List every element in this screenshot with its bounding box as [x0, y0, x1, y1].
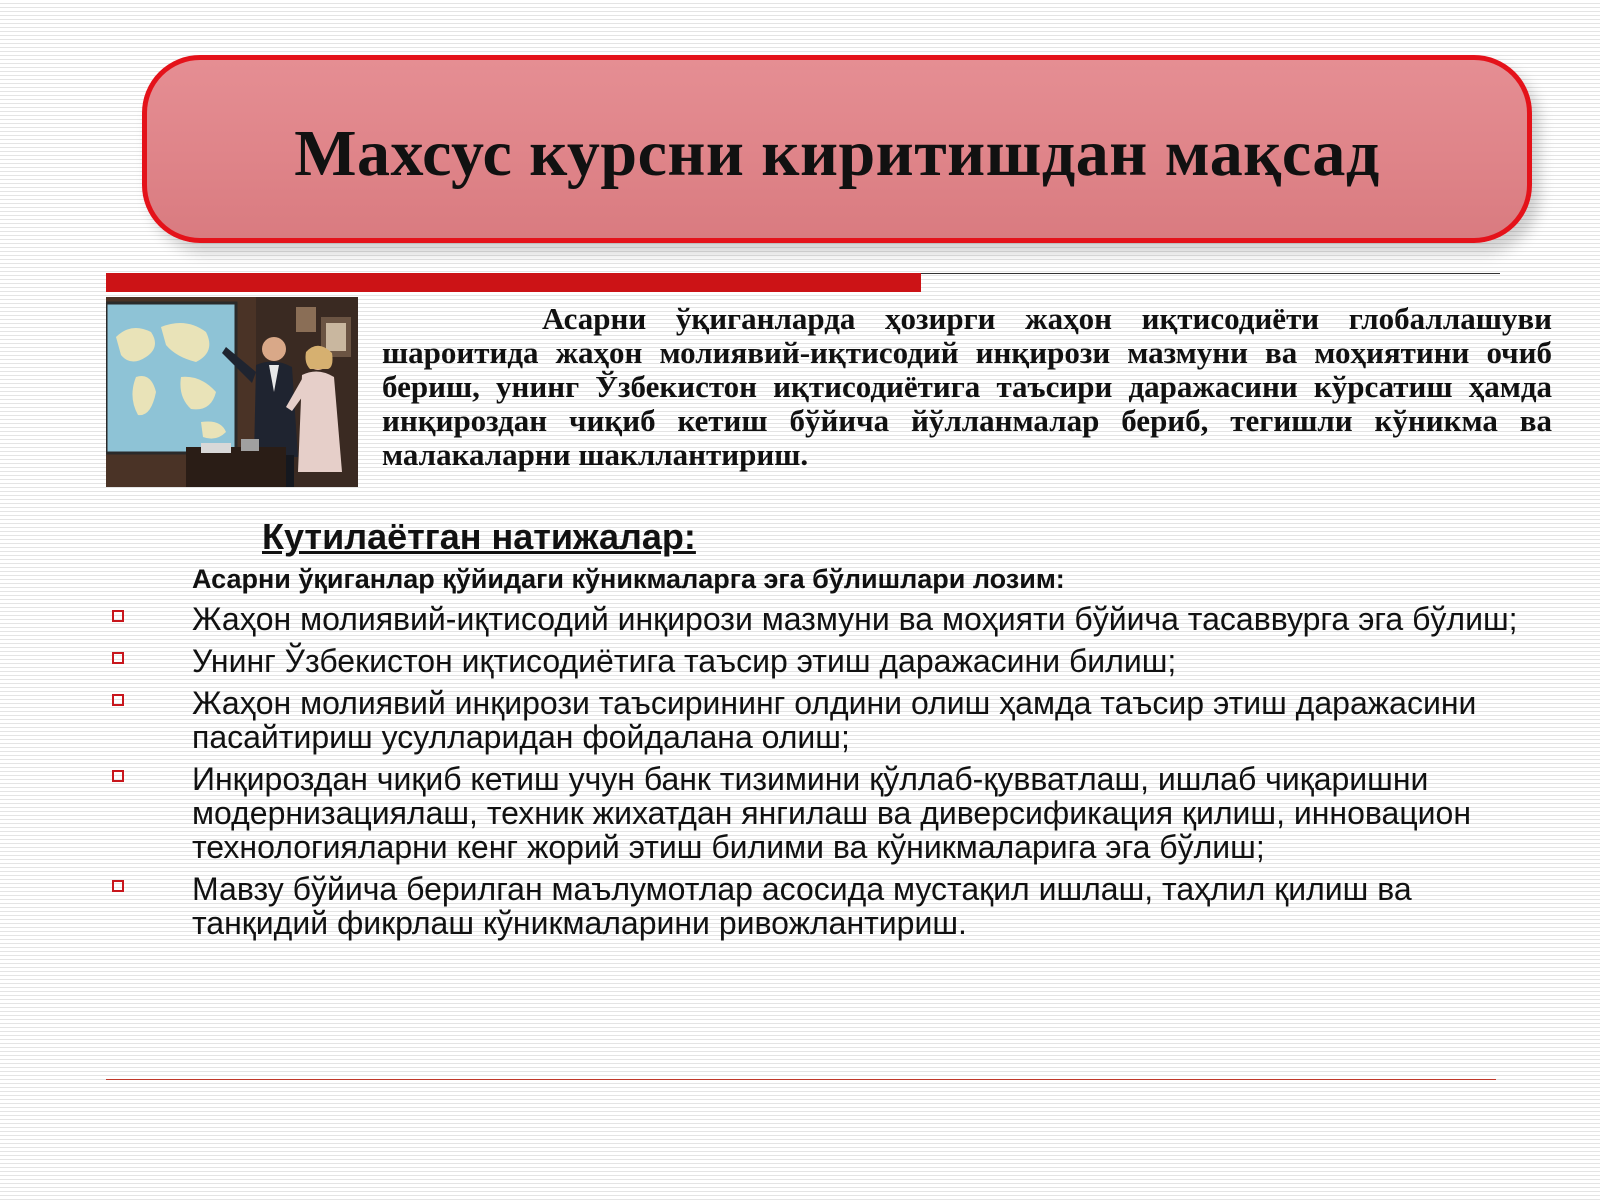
list-item-text: Унинг Ўзбекистон иқтисодиётига таъсир этиш даражасини билиш;	[192, 643, 1177, 679]
hollow-square-bullet-icon	[112, 880, 124, 892]
photo-people-at-world-map	[106, 297, 358, 487]
footer-rule	[106, 1079, 1496, 1080]
list-item	[106, 644, 1536, 678]
list-item	[106, 872, 1536, 940]
accent-bar	[106, 273, 921, 292]
expected-results-list	[106, 602, 1536, 948]
hollow-square-bullet-icon	[112, 610, 124, 622]
slide-title: Махсус курсни киритишдан мақсад	[294, 117, 1380, 190]
hollow-square-bullet-icon	[112, 770, 124, 782]
title-banner	[142, 55, 1532, 243]
purpose-paragraph: Асарни ўқиганларда ҳозирги жаҳон иқтисодиёти глобаллашуви шароитида жаҳон молиявий-иқтисодий инқирози мазмуни ва моҳиятини очиб бериш, унинг Ўзбекистон иқтисодиётига таъсири даражасини кўрсатиш ҳамда инқироздан чиқиб кетиш бўйича йўлланмалар бериб, тегишли кўникма ва малакаларни шакллантириш.	[382, 301, 1552, 472]
list-item-text: Жаҳон молиявий инқирози таъсирининг олдини олиш ҳамда таъсир этиш даражасини пасайтириш усулларидан фойдалана олиш;	[192, 685, 1477, 755]
list-item	[106, 762, 1536, 864]
header-rule	[921, 273, 1500, 274]
list-item	[106, 686, 1536, 754]
skills-lead-line: Асарни ўқиганлар қўйидаги кўникмаларга эга бўлишлари лозим:	[192, 564, 1065, 594]
hollow-square-bullet-icon	[112, 694, 124, 706]
hollow-square-bullet-icon	[112, 652, 124, 664]
list-item-text: Мавзу бўйича берилган маълумотлар асосида мустақил ишлаш, таҳлил қилиш ва танқидий фикрлаш кўникмаларини ривожлантириш.	[192, 871, 1412, 941]
list-item-text: Инқироздан чиқиб кетиш учун банк тизимини қўллаб-қувватлаш, ишлаб чиқаришни модернизациялаш, техник жихатдан янгилаш ва диверсификация қилиш, инновацион технологияларни кенг жорий этиш билими ва кўникмаларига эга бўлиш;	[192, 761, 1471, 865]
list-item-text: Жаҳон молиявий-иқтисодий инқирози мазмуни ва моҳияти бўйича тасаввурга эга бўлиш;	[192, 601, 1518, 637]
list-item	[106, 602, 1536, 636]
expected-results-heading: Кутилаётган натижалар:	[262, 516, 696, 557]
